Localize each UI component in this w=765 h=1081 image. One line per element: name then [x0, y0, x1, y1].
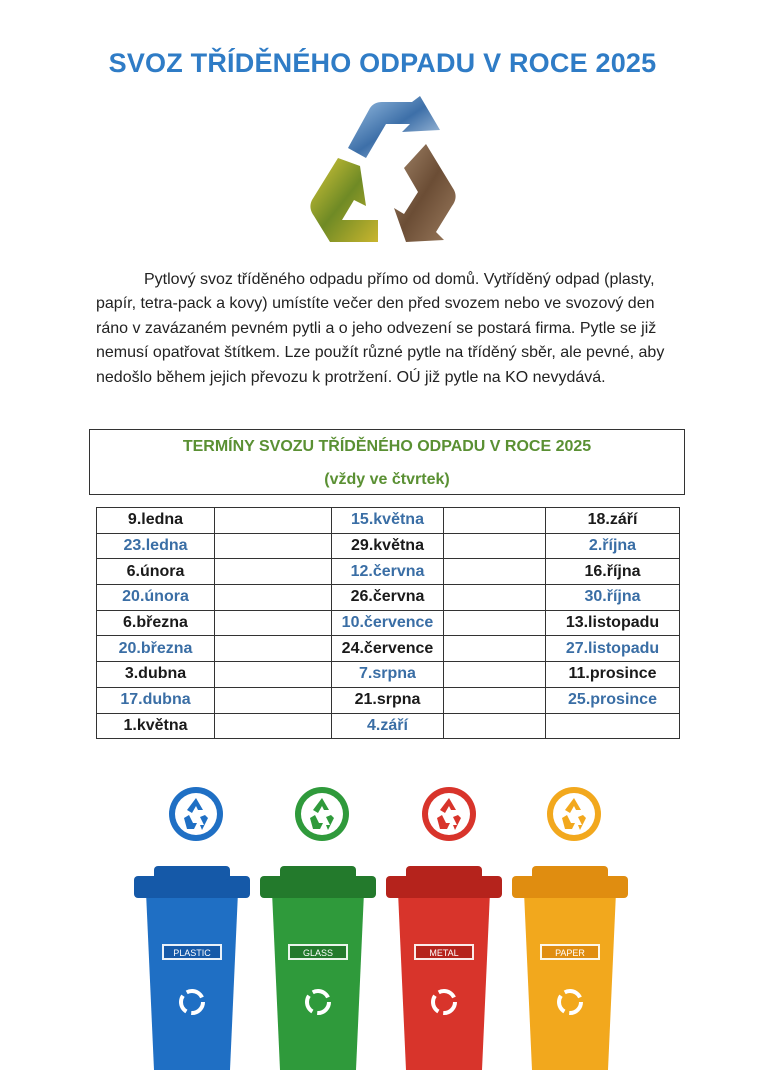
date-cell: 15.května [332, 508, 444, 534]
table-row [97, 687, 680, 713]
green-recycle-icon [293, 785, 351, 843]
date-cell [444, 713, 546, 739]
date-cell: 23.ledna [97, 533, 215, 559]
date-cell [444, 585, 546, 611]
date-cell: 16.října [546, 559, 680, 585]
date-cell: 10.července [332, 610, 444, 636]
intro-paragraph: Pytlový svoz tříděného odpadu přímo od domů. Vytříděný odpad (plasty, papír, tetra-pack a kovy) umístíte večer den před svozem nebo ve svozový den ráno v zavázaném pevném pytli a o jeho odvezení se postará firma. Pytle se již nemusí opatřovat štítkem. Lze použít různé pytle na tříděný sběr, ale pevné, aby nedošlo během jejich převozu k protržení. OÚ již pytle na KO nevydává. [96, 271, 665, 386]
bin-metal [386, 866, 502, 1070]
date-cell: 21.srpna [332, 687, 444, 713]
date-cell [444, 610, 546, 636]
table-row [97, 559, 680, 585]
page-title: SVOZ TŘÍDĚNÉHO ODPADU V ROCE 2025 [108, 48, 657, 78]
table-row [97, 533, 680, 559]
date-cell [215, 713, 332, 739]
date-cell [215, 687, 332, 713]
date-cell: 24.července [332, 636, 444, 662]
bin-label: METAL [429, 948, 459, 958]
recycling-arrows-logo [308, 96, 468, 252]
bin-paper [512, 866, 628, 1070]
date-cell: 29.května [332, 533, 444, 559]
date-cell: 30.října [546, 585, 680, 611]
date-cell: 20.března [97, 636, 215, 662]
table-row [97, 662, 680, 688]
date-cell: 27.listopadu [546, 636, 680, 662]
date-cell: 9.ledna [97, 508, 215, 534]
waste-bins-illustration [128, 862, 638, 1074]
date-cell: 13.listopadu [546, 610, 680, 636]
date-cell: 2.října [546, 533, 680, 559]
date-cell: 6.února [97, 559, 215, 585]
date-cell [215, 559, 332, 585]
date-cell [546, 713, 680, 739]
date-cell: 4.září [332, 713, 444, 739]
schedule-heading: TERMÍNY SVOZU TŘÍDĚNÉHO ODPADU V ROCE 2025 [182, 438, 592, 455]
date-cell [215, 662, 332, 688]
date-cell [444, 559, 546, 585]
date-cell [444, 636, 546, 662]
date-cell [444, 662, 546, 688]
date-cell [444, 533, 546, 559]
date-cell [215, 508, 332, 534]
date-cell: 6.března [97, 610, 215, 636]
date-cell [215, 636, 332, 662]
date-cell: 20.února [97, 585, 215, 611]
date-cell [215, 585, 332, 611]
table-row [97, 713, 680, 739]
date-cell: 26.června [332, 585, 444, 611]
table-row [97, 636, 680, 662]
schedule-subheading: (vždy ve čtvrtek) [324, 471, 450, 488]
table-row [97, 610, 680, 636]
date-cell: 17.dubna [97, 687, 215, 713]
collection-dates-table [96, 507, 680, 739]
date-cell [215, 610, 332, 636]
red-recycle-icon [420, 785, 478, 843]
date-cell: 18.září [546, 508, 680, 534]
date-cell [444, 508, 546, 534]
date-cell: 11.prosince [546, 662, 680, 688]
date-cell [444, 687, 546, 713]
blue-recycle-icon [167, 785, 225, 843]
bin-plastic [134, 866, 250, 1070]
date-cell: 3.dubna [97, 662, 215, 688]
bin-glass [260, 866, 376, 1070]
date-cell: 25.prosince [546, 687, 680, 713]
table-row [97, 508, 680, 534]
bin-label: GLASS [302, 948, 334, 958]
date-cell: 12.června [332, 559, 444, 585]
table-row [97, 585, 680, 611]
bin-label: PLASTIC [173, 948, 211, 958]
bin-label: PAPER [555, 948, 585, 958]
date-cell: 1.května [97, 713, 215, 739]
schedule-header-box [89, 429, 685, 495]
date-cell [215, 533, 332, 559]
yellow-recycle-icon [545, 785, 603, 843]
date-cell: 7.srpna [332, 662, 444, 688]
